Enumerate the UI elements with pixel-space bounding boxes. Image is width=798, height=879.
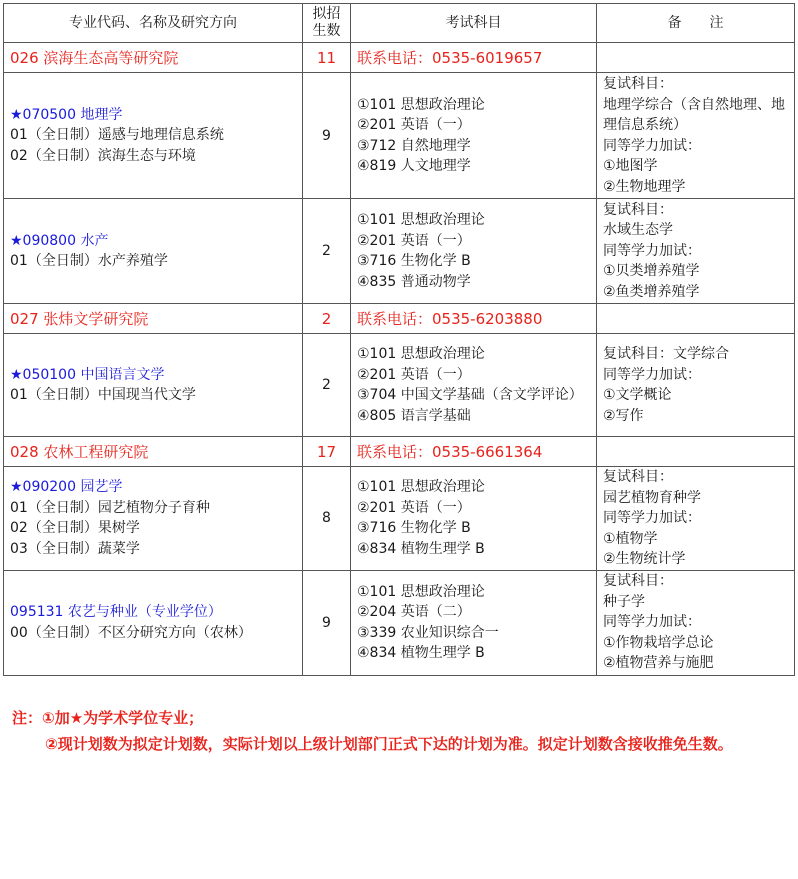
header-major: 专业代码、名称及研究方向 — [4, 4, 303, 43]
institute-name: 026 滨海生态高等研究院 — [4, 43, 303, 73]
remarks-cell — [597, 467, 795, 571]
remarks-cell — [597, 199, 795, 304]
major-row — [4, 334, 795, 437]
remark-line: 同等学力加试： — [603, 242, 701, 259]
remark-line: ②鱼类增养殖学 — [603, 283, 700, 300]
exam-subject: ①101 思想政治理论 — [357, 212, 485, 228]
major-count: 2 — [303, 334, 351, 437]
remarks-cell — [597, 334, 795, 437]
exam-subject: ④805 语言学基础 — [357, 407, 471, 424]
major-count: 8 — [303, 467, 351, 571]
major-direction: 02（全日制）滨海生态与环境 — [10, 147, 196, 164]
major-direction: 00（全日制）不区分研究方向（农林） — [10, 624, 252, 641]
exam-subject: ②201 英语（一） — [357, 366, 471, 383]
exam-cell — [351, 570, 597, 675]
footnote-1: 注：①加★为学术学位专业； — [12, 709, 204, 727]
institute-row — [4, 437, 795, 467]
exam-subject: ②201 英语（一） — [357, 117, 471, 133]
remark-line: ②写作 — [603, 407, 644, 424]
remark-line: 复试科目： — [603, 469, 673, 485]
remark-line: ②生物地理学 — [603, 178, 686, 195]
exam-subject: ④819 人文地理学 — [357, 158, 471, 174]
institute-count: 11 — [303, 43, 351, 73]
header-exam: 考试科目 — [351, 4, 597, 43]
exam-cell — [351, 199, 597, 304]
exam-subject: ③704 中国文学基础（含文学评论） — [357, 387, 583, 403]
exam-cell — [351, 73, 597, 199]
remark-line: 种子学 — [603, 593, 645, 610]
remark-line: ①贝类增养殖学 — [603, 263, 700, 280]
remark-line: ①地图学 — [603, 158, 658, 174]
remark-line: 复试科目： — [603, 201, 673, 218]
major-row — [4, 467, 795, 571]
institute-empty-cell — [597, 304, 795, 334]
remark-line: ②植物营养与施肥 — [603, 655, 714, 672]
institute-count: 2 — [303, 304, 351, 334]
institute-count: 17 — [303, 437, 351, 467]
remark-line: ①植物学 — [603, 530, 658, 547]
remark-line: 水域生态学 — [603, 222, 673, 239]
header-remarks: 备 注 — [597, 4, 795, 43]
footnote-2: ②现计划数为拟定计划数，实际计划以上级计划部门正式下达的计划为准。拟定计划数含接收推免生数。 — [45, 735, 733, 753]
major-cell — [4, 334, 303, 437]
remark-line: 同等学力加试： — [603, 614, 701, 631]
major-cell — [4, 73, 303, 199]
exam-subject: ②201 英语（一） — [357, 232, 471, 249]
institute-row — [4, 43, 795, 73]
exam-subject: ①101 思想政治理论 — [357, 346, 485, 362]
admissions-table — [3, 3, 795, 676]
exam-subject: ②201 英语（一） — [357, 499, 471, 516]
major-code-name: ★090800 水产 — [10, 232, 109, 249]
exam-subject: ③712 自然地理学 — [357, 137, 471, 154]
institute-empty-cell — [597, 43, 795, 73]
remark-line: ①文学概论 — [603, 387, 672, 403]
remark-line: 园艺植物育种学 — [603, 489, 701, 506]
major-code-name: ★050100 中国语言文学 — [10, 366, 165, 383]
header-plan-line2: 生数 — [312, 23, 341, 39]
remarks-cell — [597, 570, 795, 675]
institute-name: 028 农林工程研究院 — [4, 437, 303, 467]
exam-subject: ①101 思想政治理论 — [357, 479, 485, 496]
major-direction: 01（全日制）园艺植物分子育种 — [10, 499, 210, 516]
exam-cell — [351, 467, 597, 571]
exam-subject: ③716 生物化学 B — [357, 253, 471, 269]
exam-subject: ④835 普通动物学 — [357, 273, 471, 290]
major-row — [4, 73, 795, 199]
major-count: 9 — [303, 73, 351, 199]
exam-subject: ③339 农业知识综合一 — [357, 624, 499, 641]
remark-line: 同等学力加试： — [603, 510, 701, 526]
major-direction: 01（全日制）遥感与地理信息系统 — [10, 127, 224, 144]
institute-name: 027 张炜文学研究院 — [4, 304, 303, 334]
remark-line: 复试科目： — [603, 76, 673, 92]
major-code-name: ★070500 地理学 — [10, 106, 123, 123]
exam-subject: ①101 思想政治理论 — [357, 96, 485, 113]
major-cell — [4, 570, 303, 675]
major-count: 9 — [303, 570, 351, 675]
institute-empty-cell — [597, 437, 795, 467]
exam-subject: ④834 植物生理学 B — [357, 645, 485, 661]
header-plan-line1: 拟招 — [312, 6, 341, 22]
remarks-cell — [597, 73, 795, 199]
remark-line: ①作物栽培学总论 — [603, 634, 714, 651]
institute-phone: 联系电话：0535-6661364 — [351, 437, 597, 467]
major-direction: 01（全日制）水产养殖学 — [10, 253, 168, 269]
major-row — [4, 199, 795, 304]
major-cell — [4, 467, 303, 571]
remark-line: 复试科目：文学综合 — [603, 346, 729, 362]
major-code-name: ★090200 园艺学 — [10, 479, 123, 496]
major-direction: 02（全日制）果树学 — [10, 520, 140, 537]
footnotes — [12, 705, 788, 757]
major-cell — [4, 199, 303, 304]
remark-line: 复试科目： — [603, 573, 673, 590]
exam-subject: ④834 植物生理学 B — [357, 540, 485, 557]
remark-line: 地理学综合（含自然地理、地理信息系统） — [603, 96, 785, 133]
exam-subject: ②204 英语（二） — [357, 604, 471, 620]
exam-subject: ③716 生物化学 B — [357, 520, 471, 537]
major-direction: 01（全日制）中国现当代文学 — [10, 387, 196, 403]
institute-phone: 联系电话：0535-6203880 — [351, 304, 597, 334]
major-count: 2 — [303, 199, 351, 304]
remark-line: ②生物统计学 — [603, 551, 686, 567]
header-plan-count — [303, 4, 351, 43]
remark-line: 同等学力加试： — [603, 366, 701, 383]
exam-cell — [351, 334, 597, 437]
major-direction: 03（全日制）蔬菜学 — [10, 540, 140, 557]
major-row — [4, 570, 795, 675]
major-code-name: 095131 农艺与种业（专业学位） — [10, 604, 222, 620]
remark-line: 同等学力加试： — [603, 137, 701, 154]
exam-subject: ①101 思想政治理论 — [357, 583, 485, 600]
institute-row — [4, 304, 795, 334]
institute-phone: 联系电话：0535-6019657 — [351, 43, 597, 73]
table-header-row — [4, 4, 795, 43]
